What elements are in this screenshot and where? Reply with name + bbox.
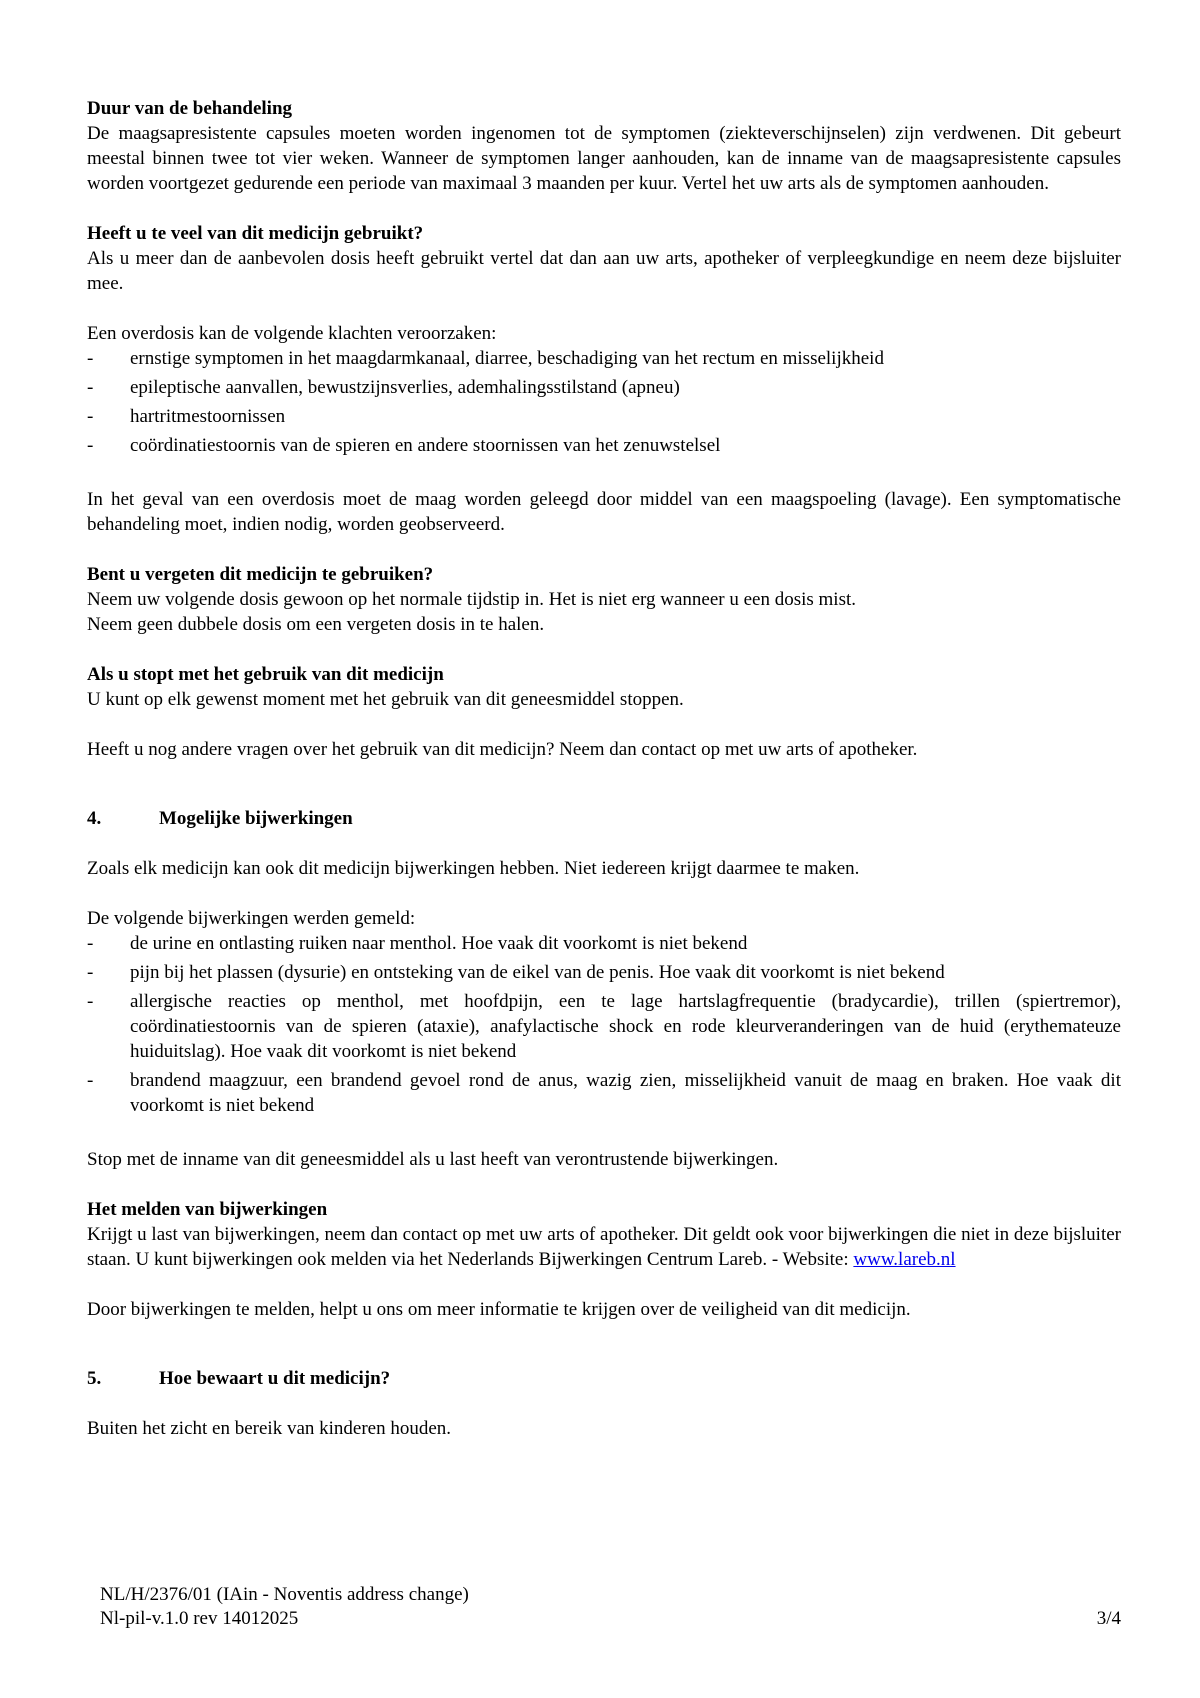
spacer: [87, 762, 1121, 806]
spacer: [87, 296, 1121, 321]
list-item-text: hartritmestoornissen: [130, 406, 286, 427]
spacer: [87, 1272, 1121, 1297]
overdose-text: Als u meer dan de aanbevolen dosis heeft gebruikt vertel dat dan aan uw arts, apotheker of verpleegkundige en neem deze bijsluiter mee.: [87, 248, 1121, 294]
dash-bullet: -: [87, 933, 94, 954]
list-item-text: coördinatiestoornis van de spieren en andere stoornissen van het zenuwstelsel: [130, 435, 721, 456]
reporting-text: [87, 1222, 1121, 1272]
list-item-text: epileptische aanvallen, bewustzijnsverlies, ademhalingsstilstand (apneu): [130, 377, 680, 398]
dash-bullet: -: [87, 435, 94, 456]
overdose-symptom-list: [87, 346, 1121, 458]
stopping-text: U kunt op elk gewenst moment met het gebruik van dit geneesmiddel stoppen.: [87, 689, 684, 710]
section-4-heading: [87, 806, 1121, 831]
list-item: [87, 989, 1121, 1064]
spacer: [87, 831, 1121, 856]
footer-reference: NL/H/2376/01 (IAin - Noventis address change): [100, 1584, 469, 1605]
footer-version: Nl-pil-v.1.0 rev 14012025: [100, 1608, 299, 1629]
dash-bullet: -: [87, 991, 94, 1012]
list-item: [87, 931, 1121, 956]
side-effects-list: [87, 931, 1121, 1118]
list-item-text: brandend maagzuur, een brandend gevoel rond de anus, wazig zien, misselijkheid vanuit de maag en braken. Hoe vaak dit voorkomt is niet bekend: [130, 1070, 1121, 1116]
list-item: [87, 1068, 1121, 1118]
list-item-text: de urine en ontlasting ruiken naar menthol. Hoe vaak dit voorkomt is niet bekend: [130, 933, 748, 954]
spacer: [87, 1172, 1121, 1197]
spacer: [87, 637, 1121, 662]
section-5-heading: [87, 1366, 1121, 1391]
list-item-text: allergische reacties op menthol, met hoofdpijn, een te lage hartslagfrequentie (bradycardie), trillen (spiertremor), coördinatiestoornis van de spieren (ataxie), anafylactische shock en rode kleurveranderingen van de huid (erythemateuze huiduitslag). Hoe vaak dit voorkomt is niet bekend: [130, 991, 1121, 1062]
list-item: [87, 433, 1121, 458]
dash-bullet: -: [87, 348, 94, 369]
list-item: [87, 404, 1121, 429]
forgotten-heading: Bent u vergeten dit medicijn te gebruiken?: [87, 564, 434, 585]
spacer: [87, 462, 1121, 487]
spacer: [87, 712, 1121, 737]
list-item: [87, 960, 1121, 985]
spacer: [87, 196, 1121, 221]
lareb-website-link[interactable]: www.lareb.nl: [853, 1249, 956, 1270]
storage-text: Buiten het zicht en bereik van kinderen houden.: [87, 1418, 452, 1439]
section-title: Hoe bewaart u dit medicijn?: [159, 1368, 391, 1389]
forgotten-line-1: Neem uw volgende dosis gewoon op het normale tijdstip in. Het is niet erg wanneer u een dosis mist.: [87, 589, 857, 610]
list-item: [87, 375, 1121, 400]
stopping-heading: Als u stopt met het gebruik van dit medicijn: [87, 664, 444, 685]
dash-bullet: -: [87, 962, 94, 983]
spacer: [87, 881, 1121, 906]
dash-bullet: -: [87, 1070, 94, 1091]
page-footer: [100, 1583, 1121, 1631]
section-title: Mogelijke bijwerkingen: [159, 808, 353, 829]
spacer: [87, 1122, 1121, 1147]
overdose-heading: Heeft u te veel van dit medicijn gebruikt?: [87, 223, 424, 244]
dash-bullet: -: [87, 406, 94, 427]
leaflet-content: [87, 96, 1121, 1441]
list-item-text: ernstige symptomen in het maagdarmkanaal, diarree, beschadiging van het rectum en misselijkheid: [130, 348, 884, 369]
questions-text: Heeft u nog andere vragen over het gebruik van dit medicijn? Neem dan contact op met uw arts of apotheker.: [87, 739, 918, 760]
dash-bullet: -: [87, 377, 94, 398]
spacer: [87, 1391, 1121, 1416]
stop-intake-text: Stop met de inname van dit geneesmiddel als u last heeft van verontrustende bijwerkingen.: [87, 1149, 779, 1170]
spacer: [87, 537, 1121, 562]
section-number: 4.: [87, 808, 102, 829]
list-item-text: pijn bij het plassen (dysurie) en ontsteking van de eikel van de penis. Hoe vaak dit voorkomt is niet bekend: [130, 962, 945, 983]
overdose-treatment-text: In het geval van een overdosis moet de maag worden geleegd door middel van een maagspoeling (lavage). Een symptomatische behandeling moet, indien nodig, worden geobserveerd.: [87, 489, 1121, 535]
forgotten-line-2: Neem geen dubbele dosis om een vergeten dosis in te halen.: [87, 614, 545, 635]
reporting-closing: Door bijwerkingen te melden, helpt u ons om meer informatie te krijgen over de veiligheid van dit medicijn.: [87, 1299, 911, 1320]
side-effects-intro: Zoals elk medicijn kan ook dit medicijn bijwerkingen hebben. Niet iedereen krijgt daarmee te maken.: [87, 858, 860, 879]
list-item: [87, 346, 1121, 371]
footer-row: [100, 1607, 1121, 1631]
spacer: [87, 1322, 1121, 1366]
page-number: 3/4: [1096, 1608, 1121, 1629]
duration-heading: Duur van de behandeling: [87, 98, 293, 119]
side-effects-list-intro: De volgende bijwerkingen werden gemeld:: [87, 908, 416, 929]
reporting-body: Krijgt u last van bijwerkingen, neem dan contact op met uw arts of apotheker. Dit geldt ook voor bijwerkingen die niet in deze bijsluiter staan. U kunt bijwerkingen ook melden via het Nederlands Bijwerkingen Centrum Lareb. - Website:: [87, 1224, 1121, 1270]
section-number: 5.: [87, 1368, 102, 1389]
reporting-heading: Het melden van bijwerkingen: [87, 1199, 328, 1220]
duration-text: De maagsapresistente capsules moeten worden ingenomen tot de symptomen (ziekteverschijnselen) zijn verdwenen. Dit gebeurt meestal binnen twee tot vier weken. Wanneer de symptomen langer aanhouden, kan de inname van de maagsapresistente capsules worden voortgezet gedurende een periode van maximaal 3 maanden per kuur. Vertel het uw arts als de symptomen aanhouden.: [87, 123, 1121, 194]
overdose-list-intro: Een overdosis kan de volgende klachten veroorzaken:: [87, 323, 497, 344]
